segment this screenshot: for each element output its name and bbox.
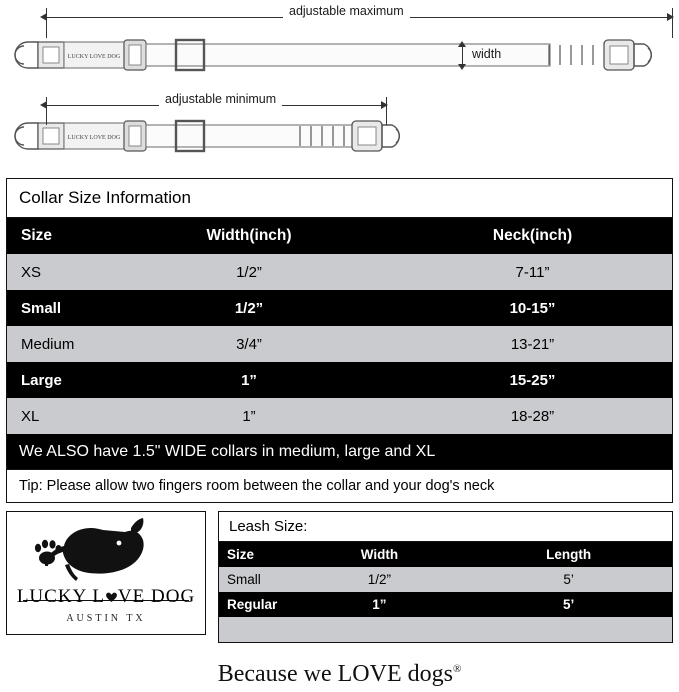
registered-mark: ® [452, 663, 462, 675]
heart-icon [105, 586, 118, 608]
logo-brand-post: VE DOG [117, 586, 196, 607]
footer-text: Because we LOVE dogs [217, 661, 453, 687]
collar-row-neck: 18-28” [393, 398, 672, 434]
table-row [7, 290, 672, 326]
leash-row-size: Regular [219, 592, 294, 617]
logo-brand-pre: LUCKY L [16, 586, 105, 607]
collar-header-width: Width(inch) [105, 218, 393, 254]
collar-size-title: Collar Size Information [7, 179, 672, 218]
leash-size-table [219, 542, 672, 642]
width-dimension-line [462, 46, 463, 65]
collar-row-width: 3/4” [105, 326, 393, 362]
dog-logo-icon [7, 512, 205, 590]
logo-location: AUSTIN TX [66, 613, 146, 624]
collar-size-panel [6, 178, 673, 503]
table-row [7, 362, 672, 398]
collar-row-size: Small [7, 290, 105, 326]
brand-logo [6, 511, 206, 635]
collar-table-header-row [7, 218, 672, 254]
collar-size-table [7, 218, 672, 434]
svg-text:LUCKY LOVE DOG: LUCKY LOVE DOG [67, 135, 121, 141]
leash-row-width: 1” [294, 592, 466, 617]
collar-row-width: 1” [105, 398, 393, 434]
max-tick-left [46, 8, 47, 38]
collar-row-size: Medium [7, 326, 105, 362]
wide-collar-note: We ALSO have 1.5" WIDE collars in medium, large and XL [7, 434, 672, 469]
collar-row-neck: 10-15” [393, 290, 672, 326]
width-arrow-up [458, 41, 466, 47]
min-tick-left [46, 97, 47, 125]
collar-row-neck: 13-21” [393, 326, 672, 362]
table-row [7, 326, 672, 362]
table-row [219, 592, 672, 617]
collar-row-neck: 7-11” [393, 254, 672, 290]
collar-header-size: Size [7, 218, 105, 254]
min-tick-right [386, 97, 387, 125]
leash-row-length: 5’ [465, 567, 672, 592]
min-dimension-label: adjustable minimum [159, 92, 282, 106]
table-row [7, 254, 672, 290]
leash-row-width [294, 617, 466, 642]
leash-row-size [219, 617, 294, 642]
leash-table-header-row [219, 542, 672, 567]
table-row [7, 398, 672, 434]
leash-size-title: Leash Size: [219, 512, 672, 542]
leash-row-width: 1/2” [294, 567, 466, 592]
footer-tagline [0, 661, 679, 688]
width-arrow-down [458, 64, 466, 70]
table-row [219, 617, 672, 642]
max-tick-right [672, 8, 673, 38]
collar-row-neck: 15-25” [393, 362, 672, 398]
leash-header-length: Length [465, 542, 672, 567]
leash-header-size: Size [219, 542, 294, 567]
collar-row-size: XL [7, 398, 105, 434]
table-row [219, 567, 672, 592]
fit-tip-note: Tip: Please allow two fingers room between the collar and your dog's neck [7, 469, 672, 502]
collar-row-size: Large [7, 362, 105, 398]
leash-row-size: Small [219, 567, 294, 592]
leash-row-length: 5’ [465, 592, 672, 617]
collar-header-neck: Neck(inch) [393, 218, 672, 254]
bottom-section [6, 511, 673, 643]
leash-row-length [465, 617, 672, 642]
collar-diagram [0, 0, 679, 178]
svg-text:LUCKY LOVE DOG: LUCKY LOVE DOG [67, 54, 121, 60]
logo-brand-text [7, 586, 205, 608]
max-dimension-label: adjustable maximum [283, 4, 410, 18]
collar-illustration [0, 0, 679, 178]
width-dimension-label: width [472, 47, 502, 61]
collar-row-width: 1” [105, 362, 393, 398]
leash-size-panel [218, 511, 673, 643]
leash-header-width: Width [294, 542, 466, 567]
collar-row-width: 1/2” [105, 254, 393, 290]
collar-row-width: 1/2” [105, 290, 393, 326]
collar-row-size: XS [7, 254, 105, 290]
